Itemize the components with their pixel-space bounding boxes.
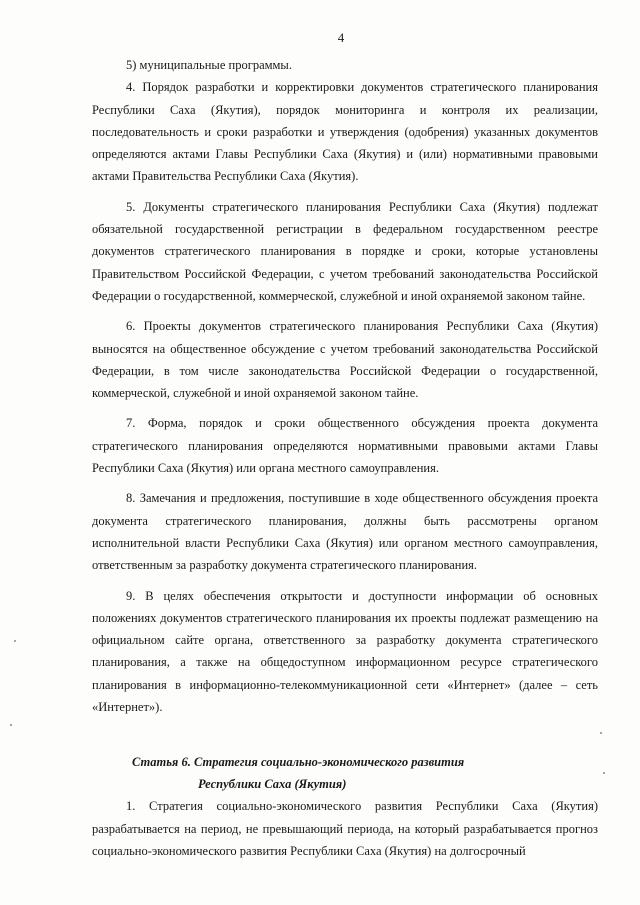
article-paragraph-1: 1. Стратегия социально-экономического развития Республики Саха (Якутия) разрабатывается на период, не превышающий периода, на который разрабатывается прогноз социально-экономического развития Республики Саха (Якутия) на долгосрочный bbox=[92, 799, 598, 858]
page-number: 4 bbox=[337, 30, 345, 45]
article-heading bbox=[92, 751, 598, 795]
article-heading-line-1: Статья 6. Стратегия социально-экономического развития bbox=[132, 755, 465, 770]
paragraph-item-5: 5) муниципальные программы. bbox=[126, 58, 292, 72]
document-body bbox=[92, 54, 598, 862]
paragraph-6: 6. Проекты документов стратегического планирования Республики Саха (Якутия) выносятся на общественное обсуждение с учетом требований законодательства Российской Федерации, в том числе законодательства Российской Федерации о государственной, коммерческой, служебной и иной охраняемой законом тайне. bbox=[92, 319, 598, 401]
scan-speck bbox=[14, 640, 16, 642]
scan-speck bbox=[600, 732, 602, 734]
paragraph-4: 4. Порядок разработки и корректировки документов стратегического планирования Республики Саха (Якутия), порядок мониторинга и контроля их реализации, последовательность и сроки разработки и утверждения (одобрения) указанных документов определяются актами Главы Республики Саха (Якутия) и (или) нормативными правовыми актами Правительства Республики Саха (Якутия). bbox=[92, 80, 598, 184]
article-heading-line-2: Республики Саха (Якутия) bbox=[198, 777, 347, 792]
paragraph-8: 8. Замечания и предложения, поступившие в ходе общественного обсуждения проекта документа стратегического планирования, должны быть рассмотрены органом исполнительной власти Республики Саха (Якутия) или органом местного самоуправления, ответственным за разработку документа стратегического планирования. bbox=[92, 491, 598, 573]
scan-speck bbox=[603, 772, 605, 774]
paragraph-5: 5. Документы стратегического планирования Республики Саха (Якутия) подлежат обязательной государственной регистрации в федеральном государственном реестре документов стратегического планирования в порядке и сроки, которые установлены Правительством Российской Федерации, с учетом требований законодательства Российской Федерации о государственной, коммерческой, служебной и иной охраняемой законом тайне. bbox=[92, 199, 598, 303]
scan-speck bbox=[10, 724, 12, 726]
paragraph-9: 9. В целях обеспечения открытости и доступности информации об основных положениях документов стратегического планирования их проекты подлежат размещению на официальном сайте органа, ответственного за разработку документа стратегического планирования, а также на общедоступном информационном ресурсе стратегического планирования в информационно-телекоммуникационной сети «Интернет» (далее – сеть «Интернет»). bbox=[92, 588, 598, 715]
paragraph-7: 7. Форма, порядок и сроки общественного обсуждения проекта документа стратегического планирования определяются нормативными правовыми актами Главы Республики Саха (Якутия) или органа местного самоуправления. bbox=[92, 416, 598, 476]
